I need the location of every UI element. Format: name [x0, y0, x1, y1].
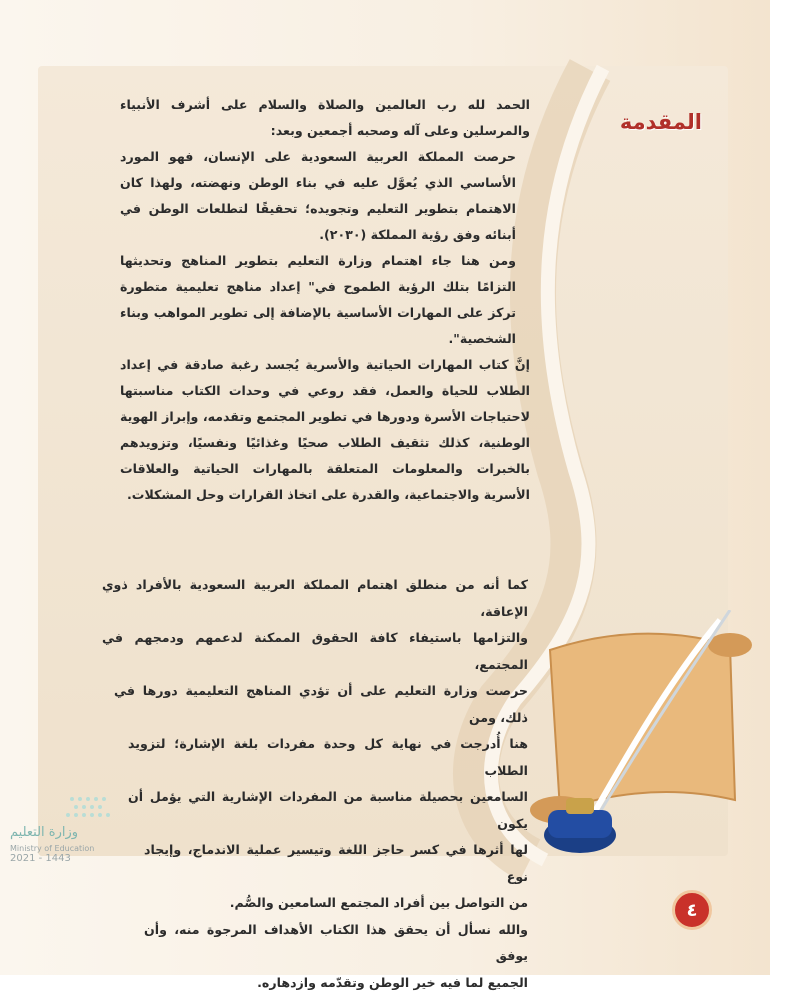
text-line: كما أنه من منطلق اهتمام المملكة العربية السعودية بالأفراد ذوي الإعاقة، — [102, 572, 528, 625]
quill-and-scroll-illustration — [520, 610, 760, 870]
text-line: حرصت وزارة التعليم على أن تؤدي المناهج التعليمية دورها في ذلك، ومن — [114, 678, 528, 731]
text-line: والله نسأل أن يحقق هذا الكتاب الأهداف المرجوة منه، وأن يوفق — [144, 917, 528, 970]
ministry-name-english: Ministry of Education — [10, 844, 94, 853]
paragraph-4: إنَّ كتاب المهارات الحياتية والأسرية يُجسد رغبة صادقة في إعداد الطلاب للحياة والعمل، فقد روعي في وحدات الكتاب مناسبتها لاحتياجات الأسرة ودورها في تطوير المجتمع وتقدمه، وإبراز الهوية الوطنية، كذلك تثقيف الطلاب صحيًا وغذائيًا ونفسيًا، وتزويدهم بالخبرات والمعلومات المتعلقة بالمهارات الحياتية والعلاقات الأسرية والاجتماعية، والقدرة على اتخاذ القرارات وحل المشكلات. — [120, 352, 530, 508]
inclusion-text — [102, 572, 528, 996]
text-line: من التواصل بين أفراد المجتمع السامعين والصُّم. — [144, 890, 528, 917]
intro-text — [120, 92, 530, 508]
paragraph-2: حرصت المملكة العربية السعودية على الإنسان، فهو المورد الأساسي الذي يُعوَّل عليه في بناء الوطن ونهضته، ولهذا كان الاهتمام بتطوير التعليم وتجويده؛ تحقيقًا لتطلعات الوطن في أبنائه وفق رؤية المملكة (٢٠٣٠). — [120, 144, 530, 248]
ministry-name-arabic: وزارة التعليم — [10, 825, 78, 840]
page-title: المقدمة — [620, 110, 702, 134]
page-number-badge: ٤ — [672, 890, 712, 930]
edition-year: 2021 - 1443 — [10, 853, 71, 864]
text-line: لها أثرها في كسر حاجز اللغة وتيسير عملية الاندماج، وإيجاد نوع — [144, 837, 528, 890]
text-line: الجميع لما فيه خير الوطن وتقدّمه وازدهاره. — [168, 970, 528, 996]
paragraph-1: الحمد لله رب العالمين والصلاة والسلام على أشرف الأنبياء والمرسلين وعلى آله وصحبه أجمعين وبعد: — [120, 92, 530, 144]
text-line: السامعين بحصيلة مناسبة من المفردات الإشارية التي يؤمل أن يكون — [128, 784, 528, 837]
text-line: والتزامها باستيفاء كافة الحقوق الممكنة لدعمهم ودمجهم في المجتمع، — [102, 625, 528, 678]
paragraph-3: ومن هنا جاء اهتمام وزارة التعليم بتطوير المناهج وتحديثها التزامًا بتلك الرؤية الطموح في" إعداد مناهج تعليمية متطورة تركز على المهارات الأساسية بالإضافة إلى تطوير المواهب وبناء الشخصية". — [120, 248, 530, 352]
text-line: هنا أُدرجت في نهاية كل وحدة مفردات بلغة الإشارة؛ لتزويد الطلاب — [128, 731, 528, 784]
